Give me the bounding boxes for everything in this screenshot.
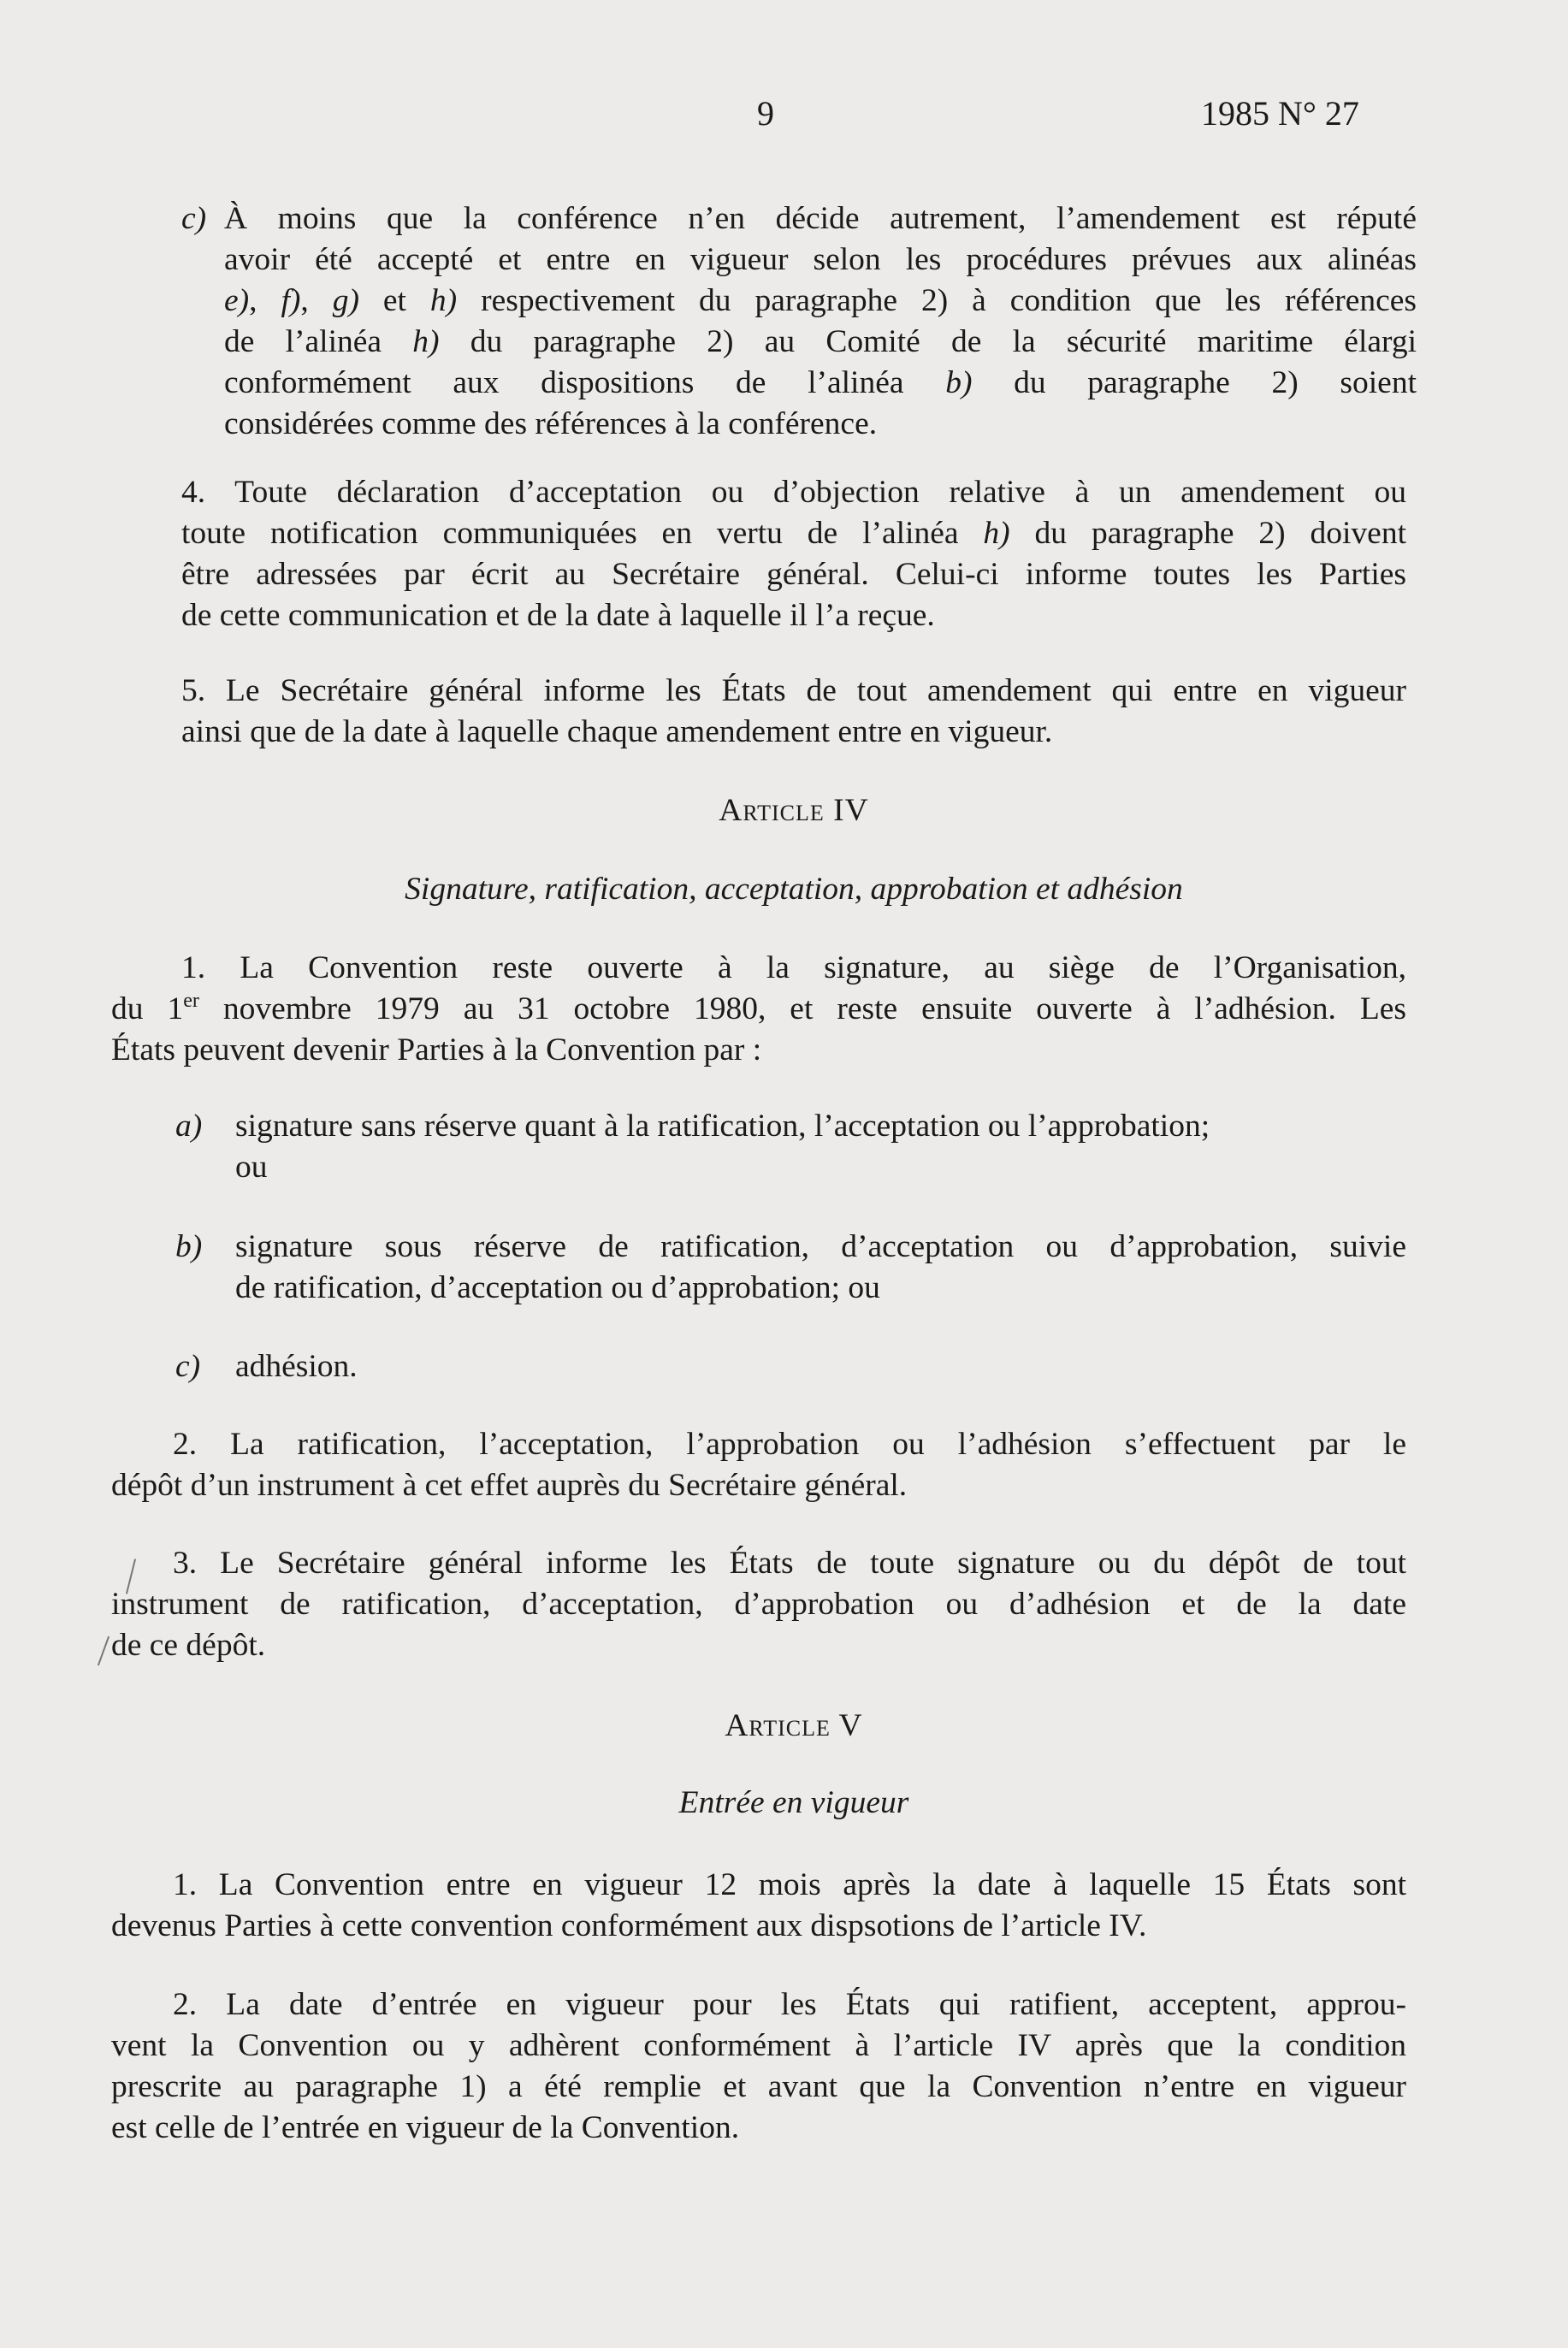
item-a bbox=[235, 1106, 1406, 1188]
article-v-para-1 bbox=[111, 1865, 1406, 1947]
article-iv-para-1-cont bbox=[111, 989, 1406, 1071]
sep: , bbox=[249, 283, 281, 318]
line-text: toute notification communiquées en vertu de l’alinéa bbox=[181, 516, 984, 551]
article-iv-para-1 bbox=[111, 948, 1406, 989]
line-text: du paragraphe 2) doivent bbox=[1009, 516, 1406, 551]
line-text: respectivement du paragraphe 2) à condition que les références bbox=[457, 283, 1417, 318]
para-c-line-1: À moins que la conférence n’en décide autrement, l’amendement est réputé bbox=[224, 201, 1417, 236]
superscript: er bbox=[183, 990, 199, 1012]
article-v-heading: Article V bbox=[725, 1708, 863, 1743]
line-text: novembre 1979 au 31 octobre 1980, et reste ensuite ouverte à l’adhésion. Les bbox=[198, 991, 1407, 1026]
item-a-line-1: signature sans réserve quant à la ratification, l’acceptation ou l’approbation; bbox=[235, 1109, 1210, 1144]
ref-f: f) bbox=[281, 283, 301, 318]
line-text: du paragraphe 2) au Comité de la sécurité maritime élargi bbox=[439, 324, 1417, 359]
a5-p2-line-3: prescrite au paragraphe 1) a été remplie et avant que la Convention n’entre en vigueur bbox=[111, 2069, 1406, 2104]
ref-h: h) bbox=[429, 283, 458, 318]
a5-p2-line-1: 2. La date d’entrée en vigueur pour les États qui ratifient, acceptent, approu- bbox=[173, 1987, 1406, 2022]
para-4-line-1: 4. Toute déclaration d’acceptation ou d’objection relative à un amendement ou bbox=[181, 475, 1406, 510]
para-c-line-2: avoir été accepté et entre en vigueur selon les procédures prévues aux alinéas bbox=[224, 242, 1417, 277]
paragraph-5 bbox=[181, 671, 1406, 753]
item-c-line-1: adhésion. bbox=[235, 1349, 358, 1384]
item-b-marker: b) bbox=[175, 1229, 203, 1264]
a4-p1-line-1: 1. La Convention reste ouverte à la signature, au siège de l’Organisation, bbox=[181, 950, 1406, 985]
para-5-line-2: ainsi que de la date à laquelle chaque amendement entre en vigueur. bbox=[181, 714, 1053, 749]
sep: , bbox=[300, 283, 333, 318]
item-b-line-2: de ratification, d’acceptation ou d’approbation; ou bbox=[235, 1270, 880, 1305]
article-iv-para-2 bbox=[111, 1424, 1406, 1506]
line-text: du 1 bbox=[111, 991, 184, 1026]
para-c-line-5 bbox=[224, 363, 1417, 404]
para-c-marker: c) bbox=[181, 201, 207, 236]
a4-p2-line-2: dépôt d’un instrument à cet effet auprès du Secrétaire général. bbox=[111, 1468, 908, 1503]
item-c bbox=[235, 1346, 1406, 1387]
para-c-line-3 bbox=[224, 281, 1417, 322]
ref-e: e) bbox=[224, 283, 250, 318]
line-text: conformément aux dispositions de l’alinéa bbox=[224, 365, 946, 400]
item-b bbox=[235, 1227, 1406, 1309]
sep: et bbox=[358, 283, 430, 318]
a4-p1-line-3: États peuvent devenir Parties à la Convention par : bbox=[111, 1032, 762, 1068]
ref-h: h) bbox=[983, 516, 1010, 551]
a4-p3-line-3: de ce dépôt. bbox=[111, 1628, 266, 1663]
item-a-marker: a) bbox=[175, 1109, 203, 1144]
article-iv-heading: Article IV bbox=[719, 793, 869, 828]
a5-p1-line-1: 1. La Convention entre en vigueur 12 mois après la date à laquelle 15 États sont bbox=[173, 1867, 1406, 1902]
article-iv-para-3 bbox=[111, 1543, 1406, 1666]
line-text: du paragraphe 2) soient bbox=[972, 365, 1417, 400]
para-c-line-6: considérées comme des références à la conférence. bbox=[224, 406, 878, 441]
margin-pencil-mark bbox=[98, 1636, 109, 1666]
ref-g: g) bbox=[332, 283, 359, 318]
article-v-para-2 bbox=[111, 1984, 1406, 2149]
article-v-subtitle: Entrée en vigueur bbox=[678, 1785, 909, 1820]
a4-p2-line-1: 2. La ratification, l’acceptation, l’approbation ou l’adhésion s’effectuent par le bbox=[173, 1427, 1406, 1462]
a5-p2-line-2: vent la Convention ou y adhèrent conformément à l’article IV après que la condition bbox=[111, 2028, 1406, 2063]
paragraph-4 bbox=[181, 472, 1406, 636]
para-c bbox=[224, 198, 1417, 445]
para-5-line-1: 5. Le Secrétaire général informe les États de tout amendement qui entre en vigueur bbox=[181, 673, 1406, 708]
a4-p1-line-2 bbox=[111, 989, 1406, 1030]
para-4-line-3: être adressées par écrit au Secrétaire général. Celui-ci informe toutes les Parties bbox=[181, 557, 1406, 592]
para-4-line-2 bbox=[181, 513, 1406, 554]
para-4-line-4: de cette communication et de la date à laquelle il l’a reçue. bbox=[181, 598, 935, 633]
line-text: de l’alinéa bbox=[224, 324, 413, 359]
page-number: 9 bbox=[757, 94, 774, 133]
ref-h: h) bbox=[412, 324, 440, 359]
item-c-marker: c) bbox=[175, 1349, 201, 1384]
gazette-reference: 1985 N° 27 bbox=[1201, 94, 1359, 133]
para-c-line-4 bbox=[224, 322, 1417, 363]
a4-p3-line-2: instrument de ratification, d’acceptation, d’approbation ou d’adhésion et de la date bbox=[111, 1587, 1406, 1622]
a4-p3-line-1: 3. Le Secrétaire général informe les États de toute signature ou du dépôt de tout bbox=[173, 1546, 1406, 1581]
ref-b: b) bbox=[945, 365, 973, 400]
item-a-line-2: ou bbox=[235, 1150, 268, 1185]
a5-p1-line-2: devenus Parties à cette convention conformément aux dispsotions de l’article IV. bbox=[111, 1908, 1147, 1943]
article-iv-subtitle: Signature, ratification, acceptation, approbation et adhésion bbox=[405, 872, 1183, 907]
a5-p2-line-4: est celle de l’entrée en vigueur de la Convention. bbox=[111, 2110, 740, 2145]
item-b-line-1: signature sous réserve de ratification, d’acceptation ou d’approbation, suivie bbox=[235, 1229, 1406, 1264]
